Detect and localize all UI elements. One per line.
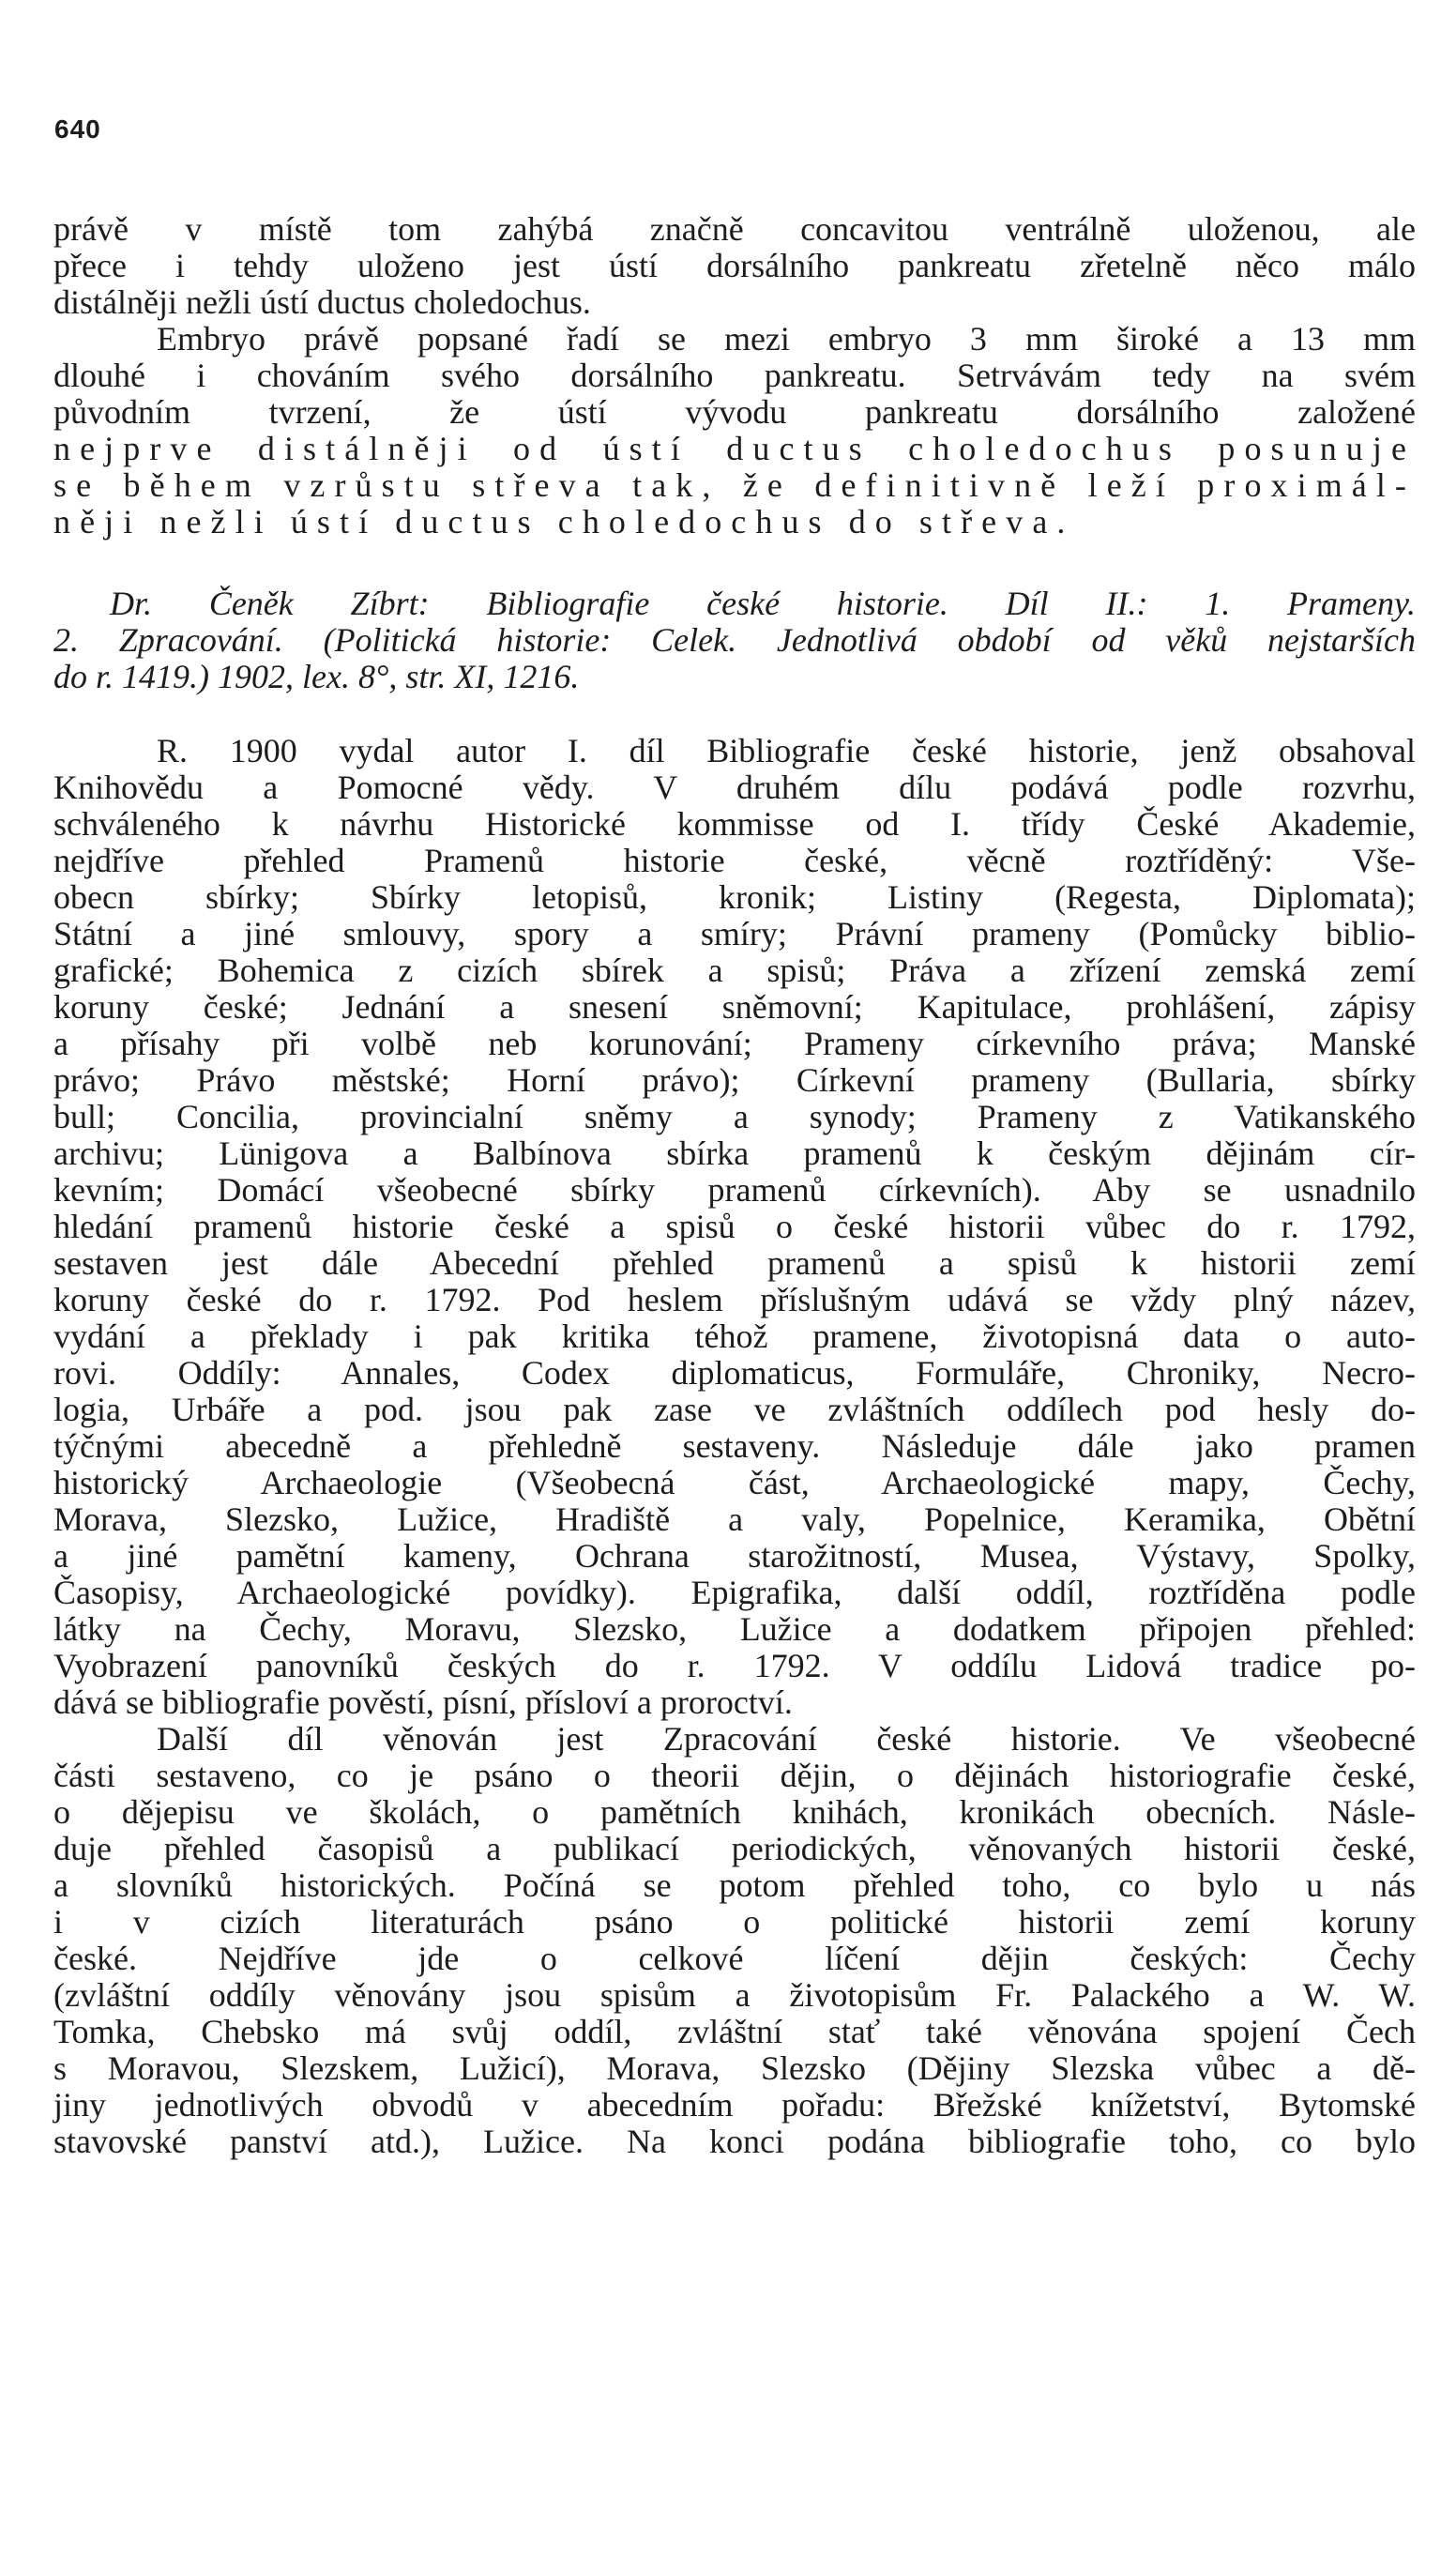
text-line: hledání pramenů historie české a spisů o české historii vůbec do r. 1792, xyxy=(53,1208,1416,1245)
text-line: a jiné pamětní kameny, Ochrana starožitností, Musea, Výstavy, Spolky, xyxy=(53,1537,1416,1575)
text-line: s Moravou, Slezskem, Lužicí), Morava, Slezsko (Dějiny Slezska vůbec a dě- xyxy=(53,2049,1416,2087)
text-line: duje přehled časopisů a publikací periodických, věnovaných historii české, xyxy=(53,1830,1416,1867)
review-heading xyxy=(53,586,1416,695)
text-line: i v cizích literaturách psáno o politické historii zemí koruny xyxy=(53,1903,1416,1941)
text-line: schváleného k návrhu Historické kommisse od I. třídy České Akademie, xyxy=(53,805,1416,843)
review-heading-line: Dr. Čeněk Zíbrt: Bibliografie české historie. Díl II.: 1. Prameny. xyxy=(110,585,1416,622)
paragraph-4 xyxy=(53,1721,1416,2160)
text-line: obecn sbírky; Sbírky letopisů, kronik; Listiny (Regesta, Diplomata); xyxy=(53,878,1416,916)
text-line: dlouhé i chováním svého dorsálního pankreatu. Setrvávám tedy na svém xyxy=(53,357,1416,394)
text-line: nejprve distálněji od ústí ductus choledochus posunuje xyxy=(53,430,1416,467)
paragraph-2 xyxy=(53,321,1416,541)
text-line: kevním; Domácí všeobecné sbírky pramenů církevních). Aby se usnadnilo xyxy=(53,1171,1416,1209)
text-line: části sestaveno, co je psáno o theorii dějin, o dějinách historiografie české, xyxy=(53,1757,1416,1794)
text-line: nejdříve přehled Pramenů historie české, věcně roztříděný: Vše- xyxy=(53,842,1416,879)
text-line: se během vzrůstu střeva tak, že definitivně leží proximál- xyxy=(53,466,1416,504)
text-line: Tomka, Chebsko má svůj oddíl, zvláštní stať také věnována spojení Čech xyxy=(53,2013,1416,2050)
text-line: týčnými abecedně a přehledně sestaveny. Následuje dále jako pramen xyxy=(53,1427,1416,1465)
text-line: přece i tehdy uloženo jest ústí dorsálního pankreatu zřetelně něco málo xyxy=(53,247,1416,284)
text-line: historický Archaeologie (Všeobecná část, Archaeologické mapy, Čechy, xyxy=(53,1464,1416,1501)
text-line: R. 1900 vydal autor I. díl Bibliografie české historie, jenž obsahoval xyxy=(157,732,1416,769)
text-line: vydání a překlady i pak kritika téhož pramene, životopisná data o auto- xyxy=(53,1317,1416,1355)
text-line: české. Nejdříve jde o celkové líčení dějin českých: Čechy xyxy=(53,1940,1416,1977)
text-line: stavovské panství atd.), Lužice. Na konci podána bibliografie toho, co bylo xyxy=(53,2123,1416,2160)
text-line: Další díl věnován jest Zpracování české historie. Ve všeobecné xyxy=(157,1720,1416,1758)
text-line: Morava, Slezsko, Lužice, Hradiště a valy, Popelnice, Keramika, Obětní xyxy=(53,1500,1416,1538)
text-line: látky na Čechy, Moravu, Slezsko, Lužice a dodatkem připojen přehled: xyxy=(53,1610,1416,1648)
text-line: a přísahy při volbě neb korunování; Prameny církevního práva; Manské xyxy=(53,1025,1416,1062)
text-line: právo; Právo městské; Horní právo); Církevní prameny (Bullaria, sbírky xyxy=(53,1061,1416,1099)
text-line: Embryo právě popsané řadí se mezi embryo 3 mm široké a 13 mm xyxy=(157,320,1416,358)
text-line: a slovníků historických. Počíná se potom přehled toho, co bylo u nás xyxy=(53,1866,1416,1904)
text-line: distálněji nežli ústí ductus choledochus. xyxy=(53,283,591,321)
text-line: Státní a jiné smlouvy, spory a smíry; Právní prameny (Pomůcky biblio- xyxy=(53,915,1416,952)
paragraph-1 xyxy=(53,211,1416,321)
text-line: původním tvrzení, že ústí vývodu pankreatu dorsálního založené xyxy=(53,393,1416,431)
text-line: právě v místě tom zahýbá značně concavitou ventrálně uloženou, ale xyxy=(53,210,1416,248)
page-number: 640 xyxy=(54,114,101,144)
text-line: koruny české; Jednání a snesení sněmovní; Kapitulace, prohlášení, zápisy xyxy=(53,988,1416,1026)
text-line: sestaven jest dále Abecední přehled pramenů a spisů k historii zemí xyxy=(53,1244,1416,1282)
text-line: (zvláštní oddíly věnovány jsou spisům a životopisům Fr. Palackého a W. W. xyxy=(53,1976,1416,2014)
text-line: Vyobrazení panovníků českých do r. 1792. V oddílu Lidová tradice po- xyxy=(53,1647,1416,1684)
text-line: logia, Urbáře a pod. jsou pak zase ve zvláštních oddílech pod hesly do- xyxy=(53,1391,1416,1428)
text-line: bull; Concilia, provincialní sněmy a synody; Prameny z Vatikanského xyxy=(53,1098,1416,1135)
page-body xyxy=(53,211,1416,2160)
text-line: jiny jednotlivých obvodů v abecedním pořadu: Břežské knížetství, Bytomské xyxy=(53,2086,1416,2124)
review-heading-line: do r. 1419.) 1902, lex. 8°, str. XI, 1216. xyxy=(53,658,580,695)
text-line: koruny české do r. 1792. Pod heslem příslušným udává se vždy plný název, xyxy=(53,1281,1416,1318)
text-line: Časopisy, Archaeologické povídky). Epigrafika, další oddíl, roztříděna podle xyxy=(53,1574,1416,1611)
text-line: Knihovědu a Pomocné vědy. V druhém dílu podává podle rozvrhu, xyxy=(53,769,1416,806)
text-line: grafické; Bohemica z cizích sbírek a spisů; Práva a zřízení zemská zemí xyxy=(53,952,1416,989)
paragraph-3 xyxy=(53,733,1416,1721)
text-line: archivu; Lünigova a Balbínova sbírka pramenů k českým dějinám cír- xyxy=(53,1134,1416,1172)
review-heading-line: 2. Zpracování. (Politická historie: Celek. Jednotlivá období od věků nejstarších xyxy=(53,621,1416,659)
text-line: rovi. Oddíly: Annales, Codex diplomaticus, Formuláře, Chroniky, Necro- xyxy=(53,1354,1416,1392)
text-line: něji nežli ústí ductus choledochus do střeva. xyxy=(53,503,1075,541)
text-line: dává se bibliografie pověstí, písní, přísloví a proroctví. xyxy=(53,1683,793,1721)
text-line: o dějepisu ve školách, o pamětních knihách, kronikách obecních. Násle- xyxy=(53,1793,1416,1831)
